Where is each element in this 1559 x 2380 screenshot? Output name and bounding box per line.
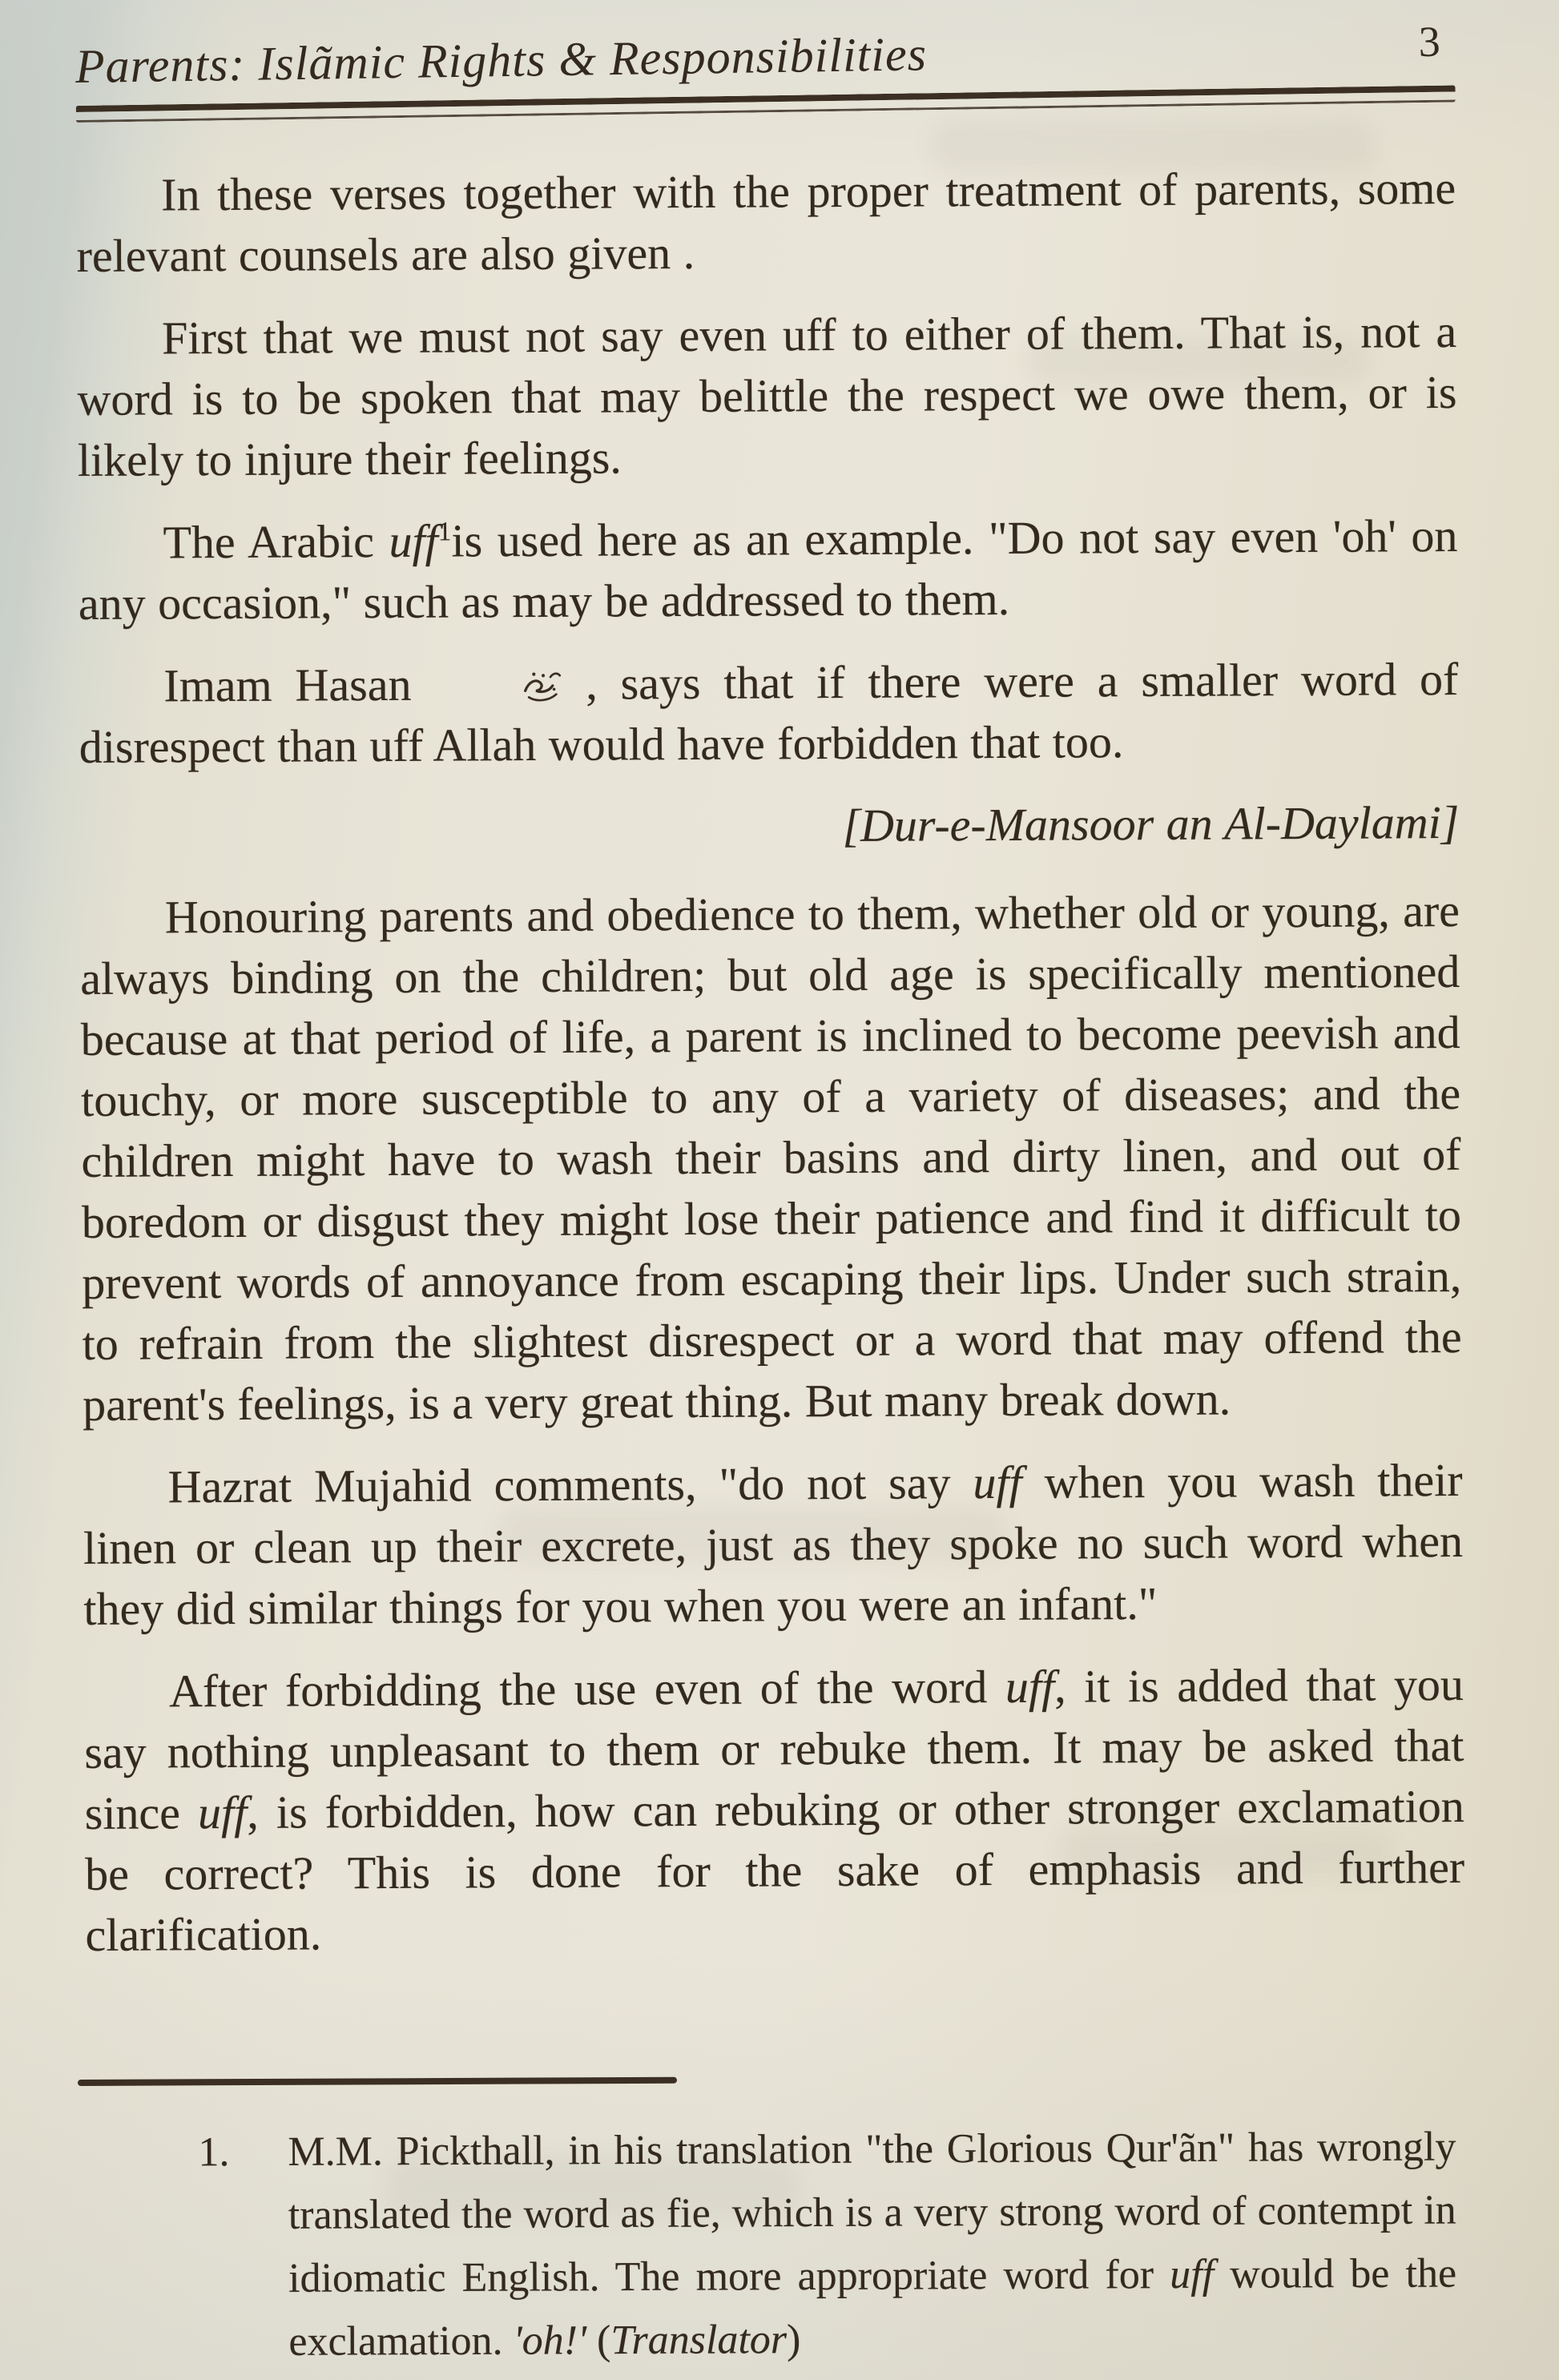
- text-run: Honouring parents and obedience to them, whether old or young, are always binding on the children; but old age is specifically mentioned because at that period of life, a parent is inclined to become peevish and touchy, or more susceptible to any of a variety of diseases; and the children might have to wash their basins and dirty linen, and out of boredom or disgust they might lose their patience and find it difficult to prevent words of annoyance from escaping their lips. Under such strain, to refrain from the slightest disrespect or a word that may offend the parent's feelings, is a very great thing. But many break down.: [80, 884, 1462, 1431]
- footnote: [76, 2115, 1456, 2374]
- header-row: [75, 16, 1455, 95]
- footnote-text: [288, 2115, 1456, 2373]
- text-run: when you wash their linen or clean up their excrete, just as they spoke no such word when they did similar things for you when you were an infant.": [83, 1453, 1464, 1635]
- text-run: Translator: [610, 2317, 788, 2364]
- text-run: , is forbidden, how can rebuking or other stronger exclamation be correct? This is done for the sake of emphasis and further clarification.: [85, 1779, 1465, 1961]
- text-run: uff: [197, 1786, 248, 1839]
- paragraph: [83, 1450, 1463, 1640]
- page-header: [75, 16, 1455, 123]
- text-run: would be the exclamation.: [288, 2250, 1457, 2365]
- text-run: M.M. Pickthall, in his translation "the Glorious Qur'ãn" has wrongly translated the word as fie, which is a very strong word of contempt in idiomatic English. The more appropriate word for: [288, 2124, 1456, 2301]
- text-run: uff: [1005, 1660, 1055, 1713]
- running-title: Parents: Islãmic Rights & Responsibilities: [75, 27, 928, 94]
- paragraph: [84, 1654, 1465, 1966]
- text-run: uff: [973, 1456, 1022, 1509]
- text-run: Hazrat Mujahid comments, "do not say: [167, 1456, 973, 1513]
- text-run: The Arabic: [163, 514, 389, 569]
- page-number: 3: [1418, 17, 1441, 66]
- text-run: uff: [1170, 2251, 1215, 2298]
- paragraph: [76, 158, 1456, 287]
- body-paragraphs: [76, 158, 1465, 2076]
- text-run: Imam Hasan: [163, 658, 435, 712]
- paragraph: [79, 649, 1459, 778]
- paragraph: [78, 505, 1458, 634]
- text-run: In these verses together with the proper treatment of parents, some relevant counsels are also given .: [76, 161, 1456, 282]
- attribution-line: [79, 792, 1459, 860]
- footnote-area: [76, 2073, 1457, 2374]
- text-run: (: [586, 2318, 611, 2364]
- text-run: ): [786, 2317, 801, 2363]
- text-run: [Dur-e-Mansoor an Al-Daylami]: [842, 795, 1460, 852]
- text-run: After forbidding the use even of the word: [168, 1660, 1006, 1718]
- footnote-reference: 1: [437, 517, 452, 547]
- text-run: uff: [389, 514, 438, 567]
- text-run: is used here as an example. "Do not say even 'oh' on any occasion," such as may be addressed to them.: [78, 509, 1458, 630]
- text-run: 'oh!': [513, 2318, 587, 2364]
- text-run: , it is added that you say nothing unpleasant to them or rebuke them. It may be asked that since: [84, 1657, 1464, 1839]
- text-run: , says that if there were a smaller word of disrespect than uff Allah would have forbidden that too.: [79, 652, 1459, 773]
- footnote-marker: 1.: [198, 2129, 230, 2176]
- text-run: First that we must not say even uff to either of them. That is, not a word is to be spoken that may belittle the respect we owe them, or is likely to injure their feelings.: [77, 304, 1457, 486]
- radi-allahu-anhu-honorific-mark-icon: [434, 667, 562, 705]
- footnote-separator-rule: [78, 2077, 677, 2086]
- paragraph: [77, 301, 1457, 491]
- paragraph: [80, 880, 1463, 1436]
